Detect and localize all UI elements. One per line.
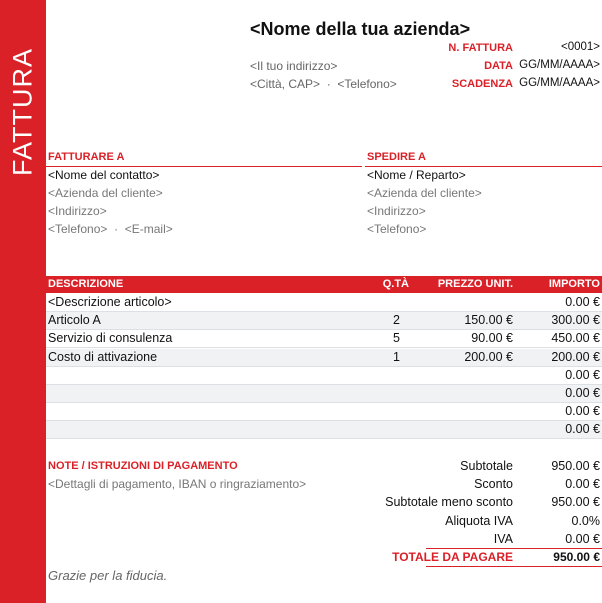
column-header-unit-price: PREZZO UNIT.: [437, 278, 513, 290]
row-description: Costo di attivazione: [48, 349, 158, 364]
items-table-header: [46, 276, 602, 293]
grand-total-label: TOTALE DA PAGARE: [392, 550, 513, 564]
ship-to-divider: [365, 166, 602, 167]
ship-to-heading: SPEDIRE A: [367, 151, 426, 163]
row-quantity: 2: [393, 313, 400, 328]
subtotal-label: Subtotale: [460, 459, 513, 473]
company-city-phone: [250, 77, 397, 91]
table-row: [46, 349, 602, 367]
bill-to-address: <Indirizzo>: [48, 204, 107, 218]
vat-value: 0.00 €: [565, 532, 600, 546]
row-description: <Descrizione articolo>: [48, 295, 172, 309]
row-quantity: 1: [393, 349, 400, 364]
bill-to-phone-email: [48, 222, 173, 236]
grand-total-value: 950.00 €: [553, 550, 600, 564]
discount-label: Sconto: [474, 477, 513, 491]
vat-rate-label: Aliquota IVA: [445, 514, 513, 528]
table-row: [46, 312, 602, 330]
row-description: Servizio di consulenza: [48, 331, 173, 346]
row-unit-price: 90.00 €: [471, 331, 513, 346]
bill-to-divider: [46, 166, 362, 167]
row-amount: 0.00 €: [565, 422, 600, 437]
company-address: <Il tuo indirizzo>: [250, 59, 338, 73]
notes-body: <Dettagli di pagamento, IBAN o ringraziamento>: [48, 477, 307, 491]
discount-value: 0.00 €: [565, 477, 600, 491]
bill-to-email: <E-mail>: [124, 222, 173, 236]
row-unit-price: 200.00 €: [464, 349, 513, 364]
company-phone: <Telefono>: [337, 77, 397, 91]
invoice-date-value: GG/MM/AAAA>: [519, 59, 600, 71]
separator-dot: ·: [326, 77, 331, 91]
bill-to-contact: <Nome del contatto>: [48, 168, 160, 182]
company-name: <Nome della tua azienda>: [250, 19, 471, 39]
invoice-date-label: DATA: [484, 60, 513, 72]
table-row: [46, 421, 602, 439]
due-date-label: SCADENZA: [451, 78, 513, 90]
row-amount: 0.00 €: [565, 367, 600, 382]
table-row: [46, 367, 602, 385]
row-amount: 300.00 €: [551, 313, 600, 328]
thank-you-note: Grazie per la fiducia.: [48, 568, 168, 583]
bill-to-heading: FATTURARE A: [48, 151, 125, 163]
total-divider-top: [426, 548, 602, 549]
bill-to-phone: <Telefono>: [48, 222, 108, 236]
row-amount: 0.00 €: [565, 386, 600, 400]
notes-heading: NOTE / ISTRUZIONI DI PAGAMENTO: [48, 460, 238, 472]
vat-rate-value: 0.0%: [571, 514, 600, 528]
column-header-description: DESCRIZIONE: [48, 278, 124, 290]
ship-to-phone: <Telefono>: [367, 222, 427, 236]
net-subtotal-label: Subtotale meno sconto: [385, 495, 513, 509]
table-row: [46, 403, 602, 421]
invoice-number-label: N. FATTURA: [448, 42, 513, 54]
net-subtotal-value: 950.00 €: [551, 495, 600, 509]
row-quantity: 5: [393, 331, 400, 346]
due-date-value: GG/MM/AAAA>: [519, 77, 600, 89]
row-description: Articolo A: [48, 313, 101, 328]
subtotal-value: 950.00 €: [551, 459, 600, 473]
column-header-amount: IMPORTO: [548, 278, 600, 290]
invoice-number-value: <0001>: [560, 41, 600, 53]
document-title: FATTURA: [7, 48, 38, 176]
total-divider-bottom: [426, 566, 602, 567]
company-city: <Città, CAP>: [250, 77, 321, 91]
table-row: [46, 294, 602, 312]
table-row: [46, 385, 602, 403]
separator-dot: ·: [114, 222, 119, 236]
bill-to-company: <Azienda del cliente>: [48, 186, 163, 200]
table-row: [46, 330, 602, 348]
sidebar-band: [0, 0, 46, 603]
row-amount: 200.00 €: [551, 349, 600, 364]
row-amount: 450.00 €: [551, 331, 600, 346]
ship-to-address: <Indirizzo>: [367, 204, 426, 218]
column-header-quantity: Q.TÀ: [382, 278, 409, 290]
vat-label: IVA: [493, 532, 513, 546]
ship-to-company: <Azienda del cliente>: [367, 186, 482, 200]
row-amount: 0.00 €: [565, 404, 600, 419]
ship-to-name: <Nome / Reparto>: [367, 168, 466, 182]
row-unit-price: 150.00 €: [464, 313, 513, 328]
row-amount: 0.00 €: [565, 295, 600, 309]
